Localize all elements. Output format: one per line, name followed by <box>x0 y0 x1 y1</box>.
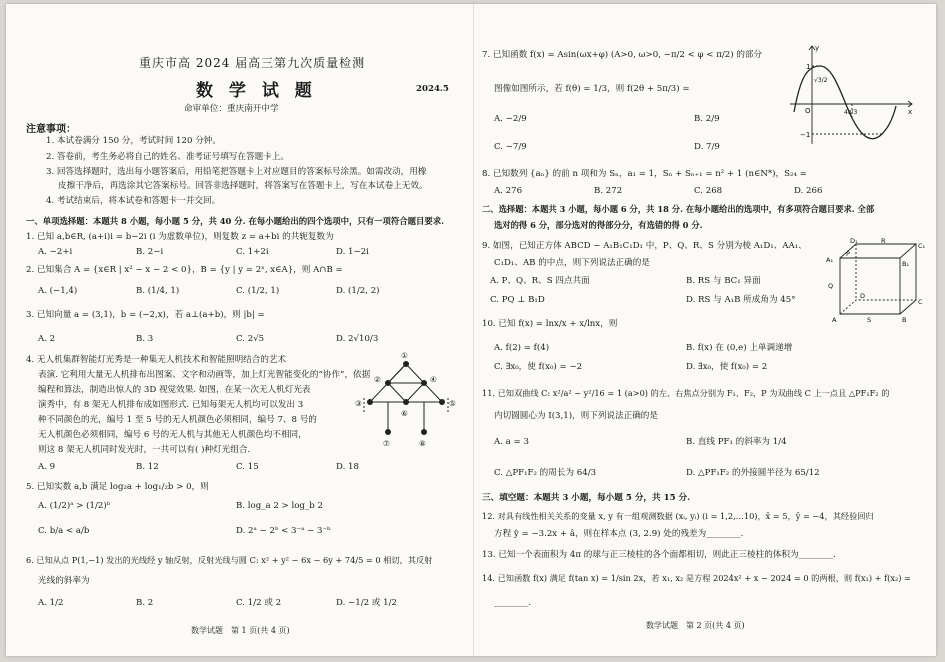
drone-label-5: ⑤ <box>449 399 456 408</box>
q4-option-a: A. 9 <box>38 462 56 472</box>
q4-line-2: 表演. 它利用大量无人机排布出图案、文字和动画等，加上灯光智能变化的“协作”，依据 <box>38 370 371 380</box>
cube-label-B1: B₁ <box>902 260 910 268</box>
drone-label-1: ① <box>401 351 408 360</box>
q7-option-d: D. 7/9 <box>694 142 720 152</box>
q4-option-c: C. 15 <box>236 462 259 472</box>
q8-option-c: C. 268 <box>694 186 723 196</box>
cube-label-D1: D₁ <box>850 237 858 245</box>
q3-option-a: A. 2 <box>38 334 56 344</box>
drone-label-2: ② <box>374 375 381 384</box>
drone-label-3: ③ <box>355 399 362 408</box>
q4-option-b: B. 12 <box>136 462 159 472</box>
q8-option-a: A. 276 <box>494 186 523 196</box>
page-title: 数 学 试 题 <box>196 81 317 101</box>
q3-option-b: B. 3 <box>136 334 154 344</box>
page-2-footer: 数学试题 第 2 页(共 4 页) <box>646 621 745 630</box>
q10-option-d: D. ∃x₀，使 f(x₀) = 2 <box>686 362 768 372</box>
cube-label-A: A <box>832 316 837 324</box>
cube-label-P: P <box>846 250 850 258</box>
q5-option-c: C. b/a < a/b <box>38 526 90 536</box>
q7-stem: 7. 已知函数 f(x) = Asin(ωx+φ) (A>0, ω>0, −π/2 < φ < π/2) 的部分 <box>482 50 763 60</box>
q4-line-6: 无人机颜色必须相同，编号 6 号的无人机与其他无人机颜色均不相同， <box>38 430 307 440</box>
q9-stem-cont: C₁D₁、AB 的中点，则下列说法正确的是 <box>494 258 650 268</box>
cube-label-B: B <box>902 316 907 324</box>
q6-option-b: B. 2 <box>136 598 154 608</box>
q6-option-d: D. −1/2 或 1/2 <box>336 598 397 608</box>
q6-stem: 6. 已知从点 P(1,−1) 发出的光线经 y 轴反射，反射光线与圆 C: x² + y² − 6x − 6y + 74/5 = 0 相切，其反射 <box>26 555 433 565</box>
q11-option-b: B. 直线 PF₁ 的斜率为 1/4 <box>686 437 787 447</box>
cube-label-C1: C₁ <box>918 242 926 250</box>
q5-option-a: A. (1/2)ᵃ > (1/2)ᵇ <box>38 501 111 511</box>
q7-option-a: A. −2/9 <box>494 114 527 124</box>
x-axis-label: x <box>908 108 913 116</box>
sine-graph-figure <box>786 40 918 150</box>
drone-label-6: ⑥ <box>401 409 408 418</box>
q11-stem-cont: 内切圆圆心为 I(3,1)，则下列说法正确的是 <box>494 411 658 421</box>
y-axis-label: y <box>815 44 820 52</box>
q10-option-b: B. f(x) 在 (0,e) 上单调递增 <box>686 343 793 353</box>
q1-option-a: A. −2+i <box>38 247 73 257</box>
note-3-cont: 皮擦干净后，再选涂其它答案标号。回答非选择题时，将答案写在答题卡上，写在本试卷上无效。 <box>58 181 428 191</box>
cube-label-Q: Q <box>828 282 834 290</box>
q2-option-a: A. (−1,4) <box>38 286 78 296</box>
notes-title: 注意事项： <box>26 124 76 135</box>
q5-stem: 5. 已知实数 a,b 满足 log₂a + log₁/₂b > 0，则 <box>26 482 209 492</box>
setter: 命审单位：重庆南开中学 <box>184 104 279 114</box>
drone-label-4: ④ <box>430 375 437 384</box>
note-4: 4. 考试结束后，将本试卷和答题卡一并交回。 <box>46 196 221 206</box>
sine-curve <box>794 66 896 139</box>
q10-stem: 10. 已知 f(x) = lnx/x + x/lnx，则 <box>482 319 618 329</box>
q1-option-c: C. 1+2i <box>236 247 269 257</box>
q3-option-c: C. 2√5 <box>236 334 265 344</box>
y-tick-1: 1 <box>806 63 811 71</box>
q1-stem: 1. 已知 a,b∈R, (a+i)i = b−2i (i 为虚数单位)，则复数 z = a+bi 的共轭复数为 <box>26 232 334 242</box>
section-3-heading: 三、填空题：本题共 3 小题，每小题 5 分，共 15 分. <box>482 493 691 503</box>
y-tick-neg-1: −1 <box>800 131 811 139</box>
q7-option-b: B. 2/9 <box>694 114 720 124</box>
q5-option-d: D. 2ᵃ − 2ᵇ < 3⁻ᵃ − 3⁻ᵇ <box>236 526 331 536</box>
q9-option-a: A. P、Q、R、S 四点共面 <box>490 276 590 286</box>
page-fold <box>473 4 474 656</box>
q8-stem: 8. 已知数列 {aₙ} 的前 n 项和为 Sₙ，a₁ = 1，Sₙ + Sₙ₊₁ = n² + 1 (n∈N*)，S₂₄ = <box>482 169 807 179</box>
q9-stem: 9. 如图，已知正方体 ABCD − A₁B₁C₁D₁ 中，P、Q、R、S 分别为棱 A₁D₁、AA₁、 <box>482 241 807 251</box>
q7-option-c: C. −7/9 <box>494 142 527 152</box>
q10-option-c: C. ∃x₀，使 f(x₀) = −2 <box>494 362 583 372</box>
q4-line-3: 编程和算法，制造出惊人的 3D 视觉效果. 如图，在某一次无人机灯光表 <box>38 385 311 395</box>
q12-stem-cont: 方程 ŷ = −3.2x + â，则在样本点 (3, 2.9) 处的残差为________. <box>494 529 744 539</box>
q7-stem-cont: 图像如图所示，若 f(θ) = 1/3，则 f(2θ + 5π/3) = <box>494 84 690 94</box>
q12-stem: 12. 对具有线性相关关系的变量 x, y 有一组观测数据 (xᵢ, yᵢ) (i = 1,2,…10)，x̄ = 5，ȳ = −4，其经验回归 <box>482 511 874 521</box>
q2-option-c: C. (1/2, 1) <box>236 286 280 296</box>
exam-header: 重庆市高 2024 届高三第九次质量检测 <box>139 56 366 70</box>
q13-stem: 13. 已知一个表面积为 4π 的球与正三棱柱的各个面都相切，则此正三棱柱的体积为________. <box>482 550 836 560</box>
q6-option-a: A. 1/2 <box>38 598 64 608</box>
q4-line-5: 种不同颜色的光，编号 1 至 5 号的无人机颜色必须相同，编号 7、8 号的 <box>38 415 317 425</box>
page-1-footer: 数学试题 第 1 页(共 4 页) <box>191 626 290 635</box>
cube-figure <box>824 236 930 324</box>
drone-formation-figure <box>354 350 458 450</box>
q2-stem: 2. 已知集合 A = {x∈R | x² − x − 2 < 0}，B = {y | y = 2ˣ, x∈A}，则 A∩B = <box>26 265 343 275</box>
drone-label-8: ⑧ <box>419 439 426 448</box>
q11-stem: 11. 已知双曲线 C: x²/a² − y²/16 = 1 (a>0) 的左、右焦点分别为 F₁、F₂，P 为双曲线 C 上一点且 △PF₁F₂ 的 <box>482 388 890 398</box>
y-tick-sqrt3-2: √3/2 <box>814 77 828 84</box>
origin-label: O <box>805 107 811 115</box>
cube-label-C: C <box>918 298 923 306</box>
x-tick-4pi-3: 4π/3 <box>844 109 858 116</box>
q5-option-b: B. log_a 2 > log_b 2 <box>236 501 323 511</box>
q4-line-4: 演秀中，有 8 架无人机排布成如图形式. 已知每架无人机均可以发出 3 <box>38 400 304 410</box>
exam-date: 2024.5 <box>416 84 449 94</box>
q9-option-c: C. PQ ⊥ B₁D <box>490 295 545 305</box>
q4-option-d: D. 18 <box>336 462 359 472</box>
q11-option-a: A. a = 3 <box>494 437 529 447</box>
q1-option-d: D. 1−2i <box>336 247 369 257</box>
q14-answer-blank: ________. <box>494 598 532 608</box>
drone-label-7: ⑦ <box>383 439 390 448</box>
exam-sheet <box>6 4 936 656</box>
q2-option-d: D. (1/2, 2) <box>336 286 380 296</box>
q3-stem: 3. 已知向量 a = (3,1)，b = (−2,x)，若 a⊥(a+b)，则 |b| = <box>26 310 265 320</box>
section-2-heading-cont: 选对的得 6 分，部分选对的得部分分，有选错的得 0 分. <box>494 220 703 230</box>
q9-option-b: B. RS 与 BC₁ 异面 <box>686 276 761 286</box>
q14-stem: 14. 已知函数 f(x) 满足 f(tan x) = 1/sin 2x，若 x₁, x₂ 是方程 2024x² + x − 2024 = 0 的两根，则 f(x₁) + f(x₂) = <box>482 573 911 583</box>
q8-option-b: B. 272 <box>594 186 623 196</box>
cube-label-D: D <box>860 292 866 300</box>
note-3: 3. 回答选择题时，选出每小题答案后，用铅笔把答题卡上对应题目的答案标号涂黑。如需改动，用橡 <box>46 167 427 177</box>
q4-line-7: 则这 8 架无人机同时发光时，一共可以有( )种灯光组合. <box>38 445 251 455</box>
cube-label-A1: A₁ <box>826 256 834 264</box>
cube-label-S: S <box>867 316 872 324</box>
note-2: 2. 答卷前，考生务必将自己的姓名、准考证号填写在答题卡上。 <box>46 152 289 162</box>
q1-option-b: B. 2−i <box>136 247 164 257</box>
q11-option-c: C. △PF₁F₂ 的周长为 64/3 <box>494 468 597 478</box>
q4-line-1: 4. 无人机集群智能灯光秀是一种集无人机技术和智能照明结合的艺术 <box>26 355 287 365</box>
q6-option-c: C. 1/2 或 2 <box>236 598 282 608</box>
cube-label-R: R <box>881 237 886 245</box>
q8-option-d: D. 266 <box>794 186 823 196</box>
section-2-heading: 二、选择题：本题共 3 小题，每小题 6 分，共 18 分. 在每小题给出的选项中，有多项符合题目要求. 全部 <box>482 204 875 214</box>
q6-stem-cont: 光线的斜率为 <box>38 576 90 586</box>
q3-option-d: D. 2√10/3 <box>336 334 379 344</box>
q9-option-d: D. RS 与 A₁B 所成角为 45° <box>686 295 796 305</box>
section-1-heading: 一、单项选择题：本题共 8 小题，每小题 5 分，共 40 分. 在每小题给出的四个选项中，只有一项符合题目要求. <box>26 216 445 226</box>
q11-option-d: D. △PF₁F₂ 的外接圆半径为 65/12 <box>686 468 820 478</box>
q2-option-b: B. (1/4, 1) <box>136 286 180 296</box>
q10-option-a: A. f(2) = f(4) <box>494 343 550 353</box>
note-1: 1. 本试卷满分 150 分，考试时间 120 分钟。 <box>46 136 221 146</box>
